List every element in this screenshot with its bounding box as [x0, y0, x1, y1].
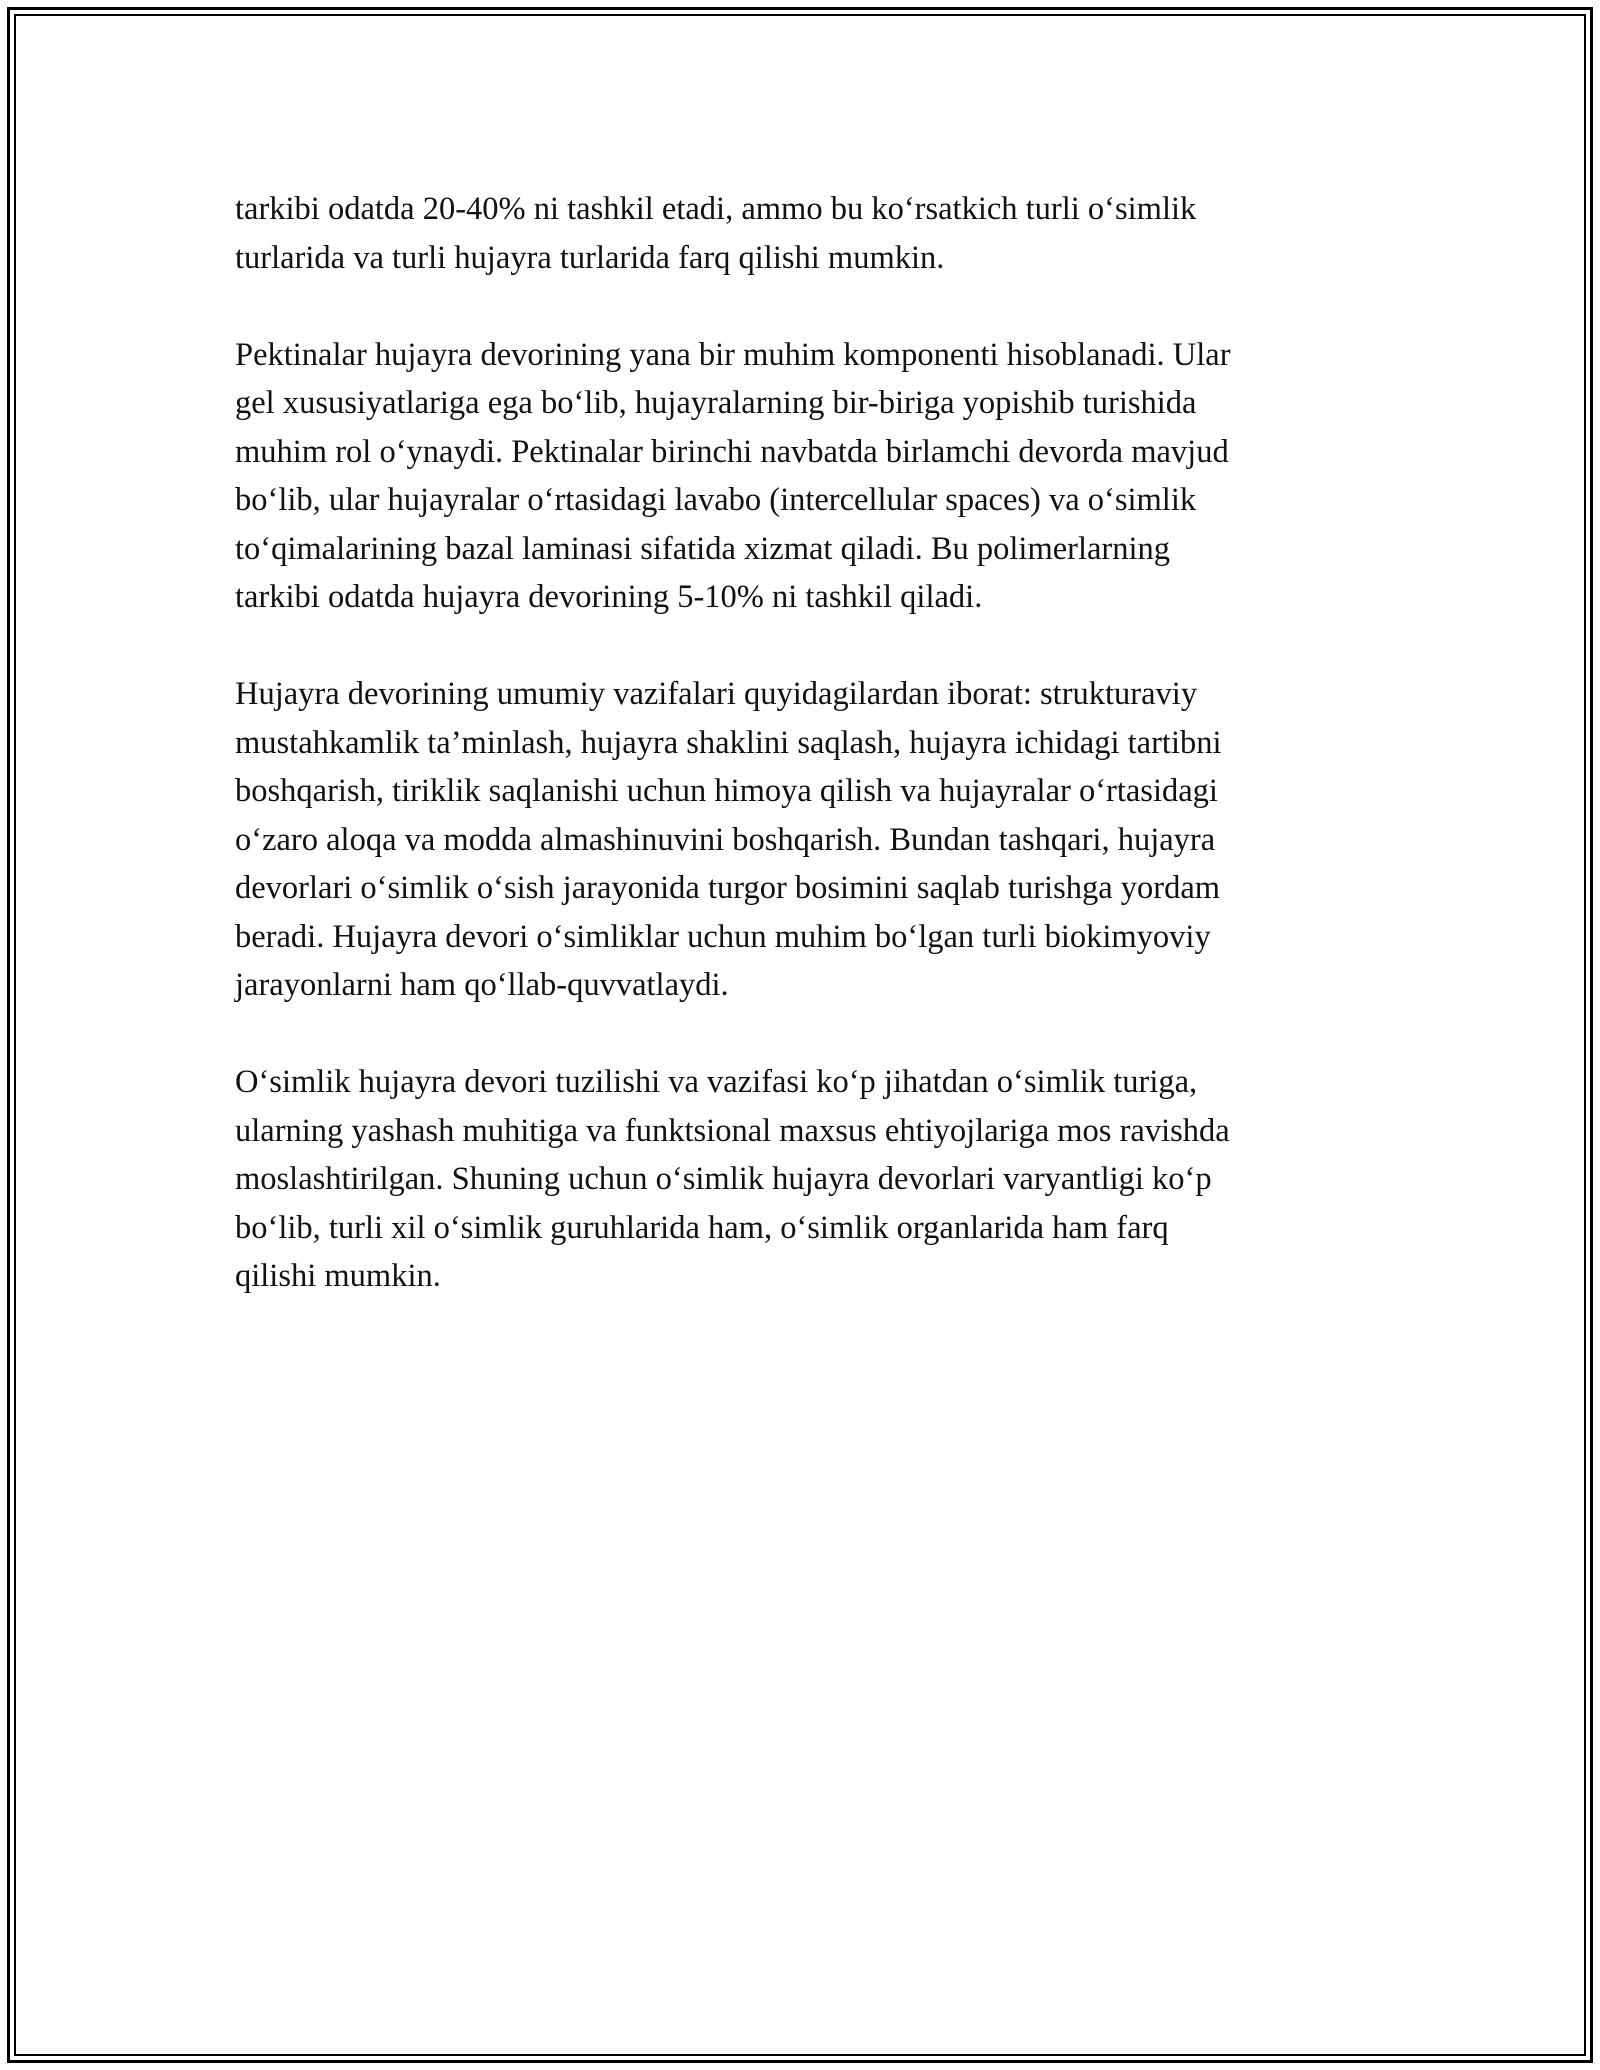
paragraph-1: tarkibi odatda 20-40% ni tashkil etadi, ammo bu koʻrsatkich turli oʻsimlik turlarida va turli hujayra turlarida farq qilishi mumkin. [235, 191, 1197, 276]
paragraph-2: Pektinalar hujayra devorining yana bir muhim komponenti hisoblanadi. Ular gel xususiyatlariga ega boʻlib, hujayralarning bir-biriga yopishib turishida muhim rol oʻynaydi. Pektinalar birinchi navbatda birlamchi devorda mavjud boʻlib, ular hujayralar oʻrtasidagi lavabo (intercellular spaces) va oʻsimlik toʻqimalarining bazal laminasi sifatida xizmat qiladi. Bu polimerlarning tarkibi odatda hujayra devorining 5-10% ni tashkil qiladi. [235, 336, 1231, 615]
paragraph-3: Hujayra devorining umumiy vazifalari quyidagilardan iborat: strukturaviy mustahkamlik ta’minlash, hujayra shaklini saqlash, hujayra ichidagi tartibni boshqarish, tiriklik saqlanishi uchun himoya qilish va hujayralar oʻrtasidagi oʻzaro aloqa va modda almashinuvini boshqarish. Bundan tashqari, hujayra devorlari oʻsimlik oʻsish jarayonida turgor bosimini saqlab turishga yordam beradi. Hujayra devori oʻsimliklar uchun muhim boʻlgan turli biokimyoviy jarayonlarni ham qoʻllab-quvvatlaydi. [235, 676, 1222, 1003]
paragraph-4: Oʻsimlik hujayra devori tuzilishi va vazifasi koʻp jihatdan oʻsimlik turiga, ularning yashash muhitiga va funktsional maxsus ehtiyojlariga mos ravishda moslashtirilgan. Shuning uchun oʻsimlik hujayra devorlari varyantligi koʻp boʻlib, turli xil oʻsimlik guruhlarida ham, oʻsimlik organlarida ham farq qilishi mumkin. [235, 1064, 1230, 1294]
document-body [235, 185, 1375, 1349]
